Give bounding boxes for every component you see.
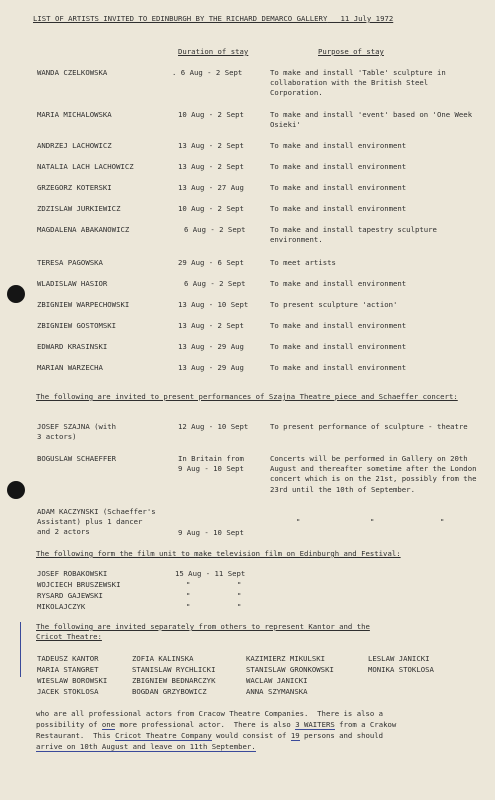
artist-name: MARIAN WARZECHA bbox=[37, 363, 103, 372]
szajna-purpose: To present performance of sculpture - theatre bbox=[270, 422, 468, 431]
kaczynski-duration: 9 Aug - 10 Sept bbox=[178, 528, 244, 537]
artist-duration: 13 Aug - 29 Aug bbox=[178, 363, 244, 372]
artist-name: ZBIGNIEW WARPECHOWSKI bbox=[37, 300, 130, 309]
film-section-heading: The following form the film unit to make television film on Edinburgh and Festival: bbox=[36, 549, 401, 558]
film-duration: 15 Aug - 11 Sept bbox=[175, 569, 246, 578]
kaczynski-name-line: ADAM KACZYNSKI (Schaeffer's bbox=[37, 507, 156, 516]
artist-duration: 10 Aug - 2 Sept bbox=[178, 110, 244, 119]
kantor-member: STANISLAW GRONKOWSKI bbox=[246, 665, 334, 674]
closing-line bbox=[36, 731, 383, 741]
artist-name: WANDA CZELKOWSKA bbox=[37, 68, 108, 77]
underlined-company: Cricot Theatre Company bbox=[115, 731, 212, 740]
kantor-heading-line1: The following are invited separately from others to represent Kantor and the bbox=[36, 622, 370, 631]
closing-line bbox=[36, 720, 396, 730]
closing-text: would consist of bbox=[211, 731, 291, 740]
artist-duration: 13 Aug - 29 Aug bbox=[178, 342, 244, 351]
schaeffer-duration bbox=[178, 454, 244, 474]
kantor-member: KAZIMIERZ MIKULSKI bbox=[246, 654, 326, 663]
film-member: WOJCIECH BRUSZEWSKI bbox=[37, 580, 121, 589]
artist-name: TERESA PAGOWSKA bbox=[37, 258, 103, 267]
header-title: LIST OF ARTISTS INVITED TO EDINBURGH BY THE RICHARD DEMARCO GALLERY bbox=[33, 14, 328, 23]
szajna-name-line: JOSEF SZAJNA (with bbox=[37, 422, 117, 431]
closing-line bbox=[36, 742, 256, 752]
artist-duration: 13 Aug - 2 Sept bbox=[178, 141, 244, 150]
film-member: JOSEF ROBAKOWSKI bbox=[37, 569, 108, 578]
punch-hole bbox=[7, 285, 25, 303]
closing-text: Restaurant. This bbox=[36, 731, 116, 740]
kantor-member: MARIA STANGRET bbox=[37, 665, 99, 674]
underlined-one: one bbox=[101, 720, 116, 729]
underlined-count: 19 bbox=[290, 731, 300, 740]
artist-name: ZDZISLAW JURKIEWICZ bbox=[37, 204, 121, 213]
artist-duration: 13 Aug - 2 Sept bbox=[178, 321, 244, 330]
artist-name: WLADISLAW HASIOR bbox=[37, 279, 108, 288]
artist-purpose: To make and install environment bbox=[270, 183, 407, 192]
ditto-mark: " bbox=[237, 591, 242, 600]
artist-name: EDWARD KRASINSKI bbox=[37, 342, 108, 351]
kantor-member: WIESLAW BOROWSKI bbox=[37, 676, 108, 685]
film-member: RYSARD GAJEWSKI bbox=[37, 591, 103, 600]
ditto-mark: " bbox=[237, 580, 242, 589]
artist-duration: 13 Aug - 2 Sept bbox=[178, 162, 244, 171]
closing-text: more professional actor. There is also bbox=[115, 720, 296, 729]
artist-purpose: To make and install environment bbox=[270, 342, 407, 351]
artist-duration: . 6 Aug - 2 Sept bbox=[172, 68, 243, 77]
artist-duration: 13 Aug - 27 Aug bbox=[178, 183, 244, 192]
artist-duration: 6 Aug - 2 Sept bbox=[184, 279, 246, 288]
ditto-mark: " bbox=[440, 517, 445, 526]
kantor-member: WACLAW JANICKI bbox=[246, 676, 308, 685]
artist-name: GRZEGORZ KOTERSKI bbox=[37, 183, 112, 192]
duration-column-heading: Duration of stay bbox=[178, 47, 249, 56]
artist-duration: 29 Aug - 6 Sept bbox=[178, 258, 244, 267]
closing-text: from a Crakow bbox=[334, 720, 397, 729]
artist-duration: 10 Aug - 2 Sept bbox=[178, 204, 244, 213]
ditto-mark: " bbox=[370, 517, 375, 526]
artist-name: MAGDALENA ABAKANOWICZ bbox=[37, 225, 130, 234]
artist-purpose: To make and install tapestry sculpture environment. bbox=[270, 225, 437, 245]
theatre-section-heading: The following are invited to present performances of Szajna Theatre piece and Schaeffer concert: bbox=[36, 392, 458, 401]
artist-duration: 13 Aug - 10 Sept bbox=[178, 300, 249, 309]
kantor-member: LESLAW JANICKI bbox=[368, 654, 430, 663]
ditto-mark: " bbox=[296, 517, 301, 526]
artist-purpose: To make and install 'Table' sculpture in collaboration with the British Steel Corporation. bbox=[270, 68, 446, 98]
underlined-waiters: 3 WAITERS bbox=[295, 720, 335, 729]
szajna-name-line: 3 actors) bbox=[37, 432, 77, 442]
artist-purpose: To meet artists bbox=[270, 258, 336, 267]
ditto-mark: " bbox=[186, 580, 191, 589]
purpose-column-heading: Purpose of stay bbox=[318, 47, 384, 56]
schaeffer-duration-line: In Britain from bbox=[178, 454, 244, 463]
ditto-mark: " bbox=[186, 602, 191, 611]
artist-purpose: To make and install environment bbox=[270, 279, 407, 288]
kantor-member: MONIKA STOKLOSA bbox=[368, 665, 434, 674]
ditto-mark: " bbox=[186, 591, 191, 600]
schaeffer-duration-line: 9 Aug - 10 Sept bbox=[178, 464, 244, 474]
kaczynski-name-line: Assistant) plus 1 dancer bbox=[37, 517, 143, 527]
artist-name: ANDRZEJ LACHOWICZ bbox=[37, 141, 112, 150]
kantor-member: ZBIGNIEW BEDNARCZYK bbox=[132, 676, 216, 685]
artist-name: MARIA MICHALOWSKA bbox=[37, 110, 112, 119]
kantor-member: ANNA SZYMANSKA bbox=[246, 687, 308, 696]
kantor-member: ZOFIA KALINSKA bbox=[132, 654, 194, 663]
closing-dates: arrive on 10th August and leave on 11th September. bbox=[36, 742, 256, 751]
header-date: 11 July 1972 bbox=[340, 14, 394, 23]
punch-hole bbox=[7, 481, 25, 499]
artist-duration: 6 Aug - 2 Sept bbox=[184, 225, 246, 234]
artist-name: NATALIA LACH LACHOWICZ bbox=[37, 162, 134, 171]
kantor-member: BOGDAN GRZYBOWICZ bbox=[132, 687, 207, 696]
kantor-heading-line2: Cricot Theatre: bbox=[36, 632, 102, 641]
artist-purpose: To make and install environment bbox=[270, 141, 407, 150]
closing-text: persons and should bbox=[299, 731, 384, 740]
ditto-mark: " bbox=[237, 602, 242, 611]
kaczynski-name-line: and 2 actors bbox=[37, 527, 90, 537]
kantor-member: JACEK STOKLOSA bbox=[37, 687, 99, 696]
kantor-member: TADEUSZ KANTOR bbox=[37, 654, 99, 663]
artist-purpose: To make and install environment bbox=[270, 204, 407, 213]
artist-purpose: To make and install environment bbox=[270, 363, 407, 372]
artist-purpose: To make and install 'event' based on 'One Week Osieki' bbox=[270, 110, 473, 130]
margin-pen-mark bbox=[20, 622, 21, 677]
szajna-name bbox=[37, 422, 116, 442]
szajna-duration: 12 Aug - 10 Sept bbox=[178, 422, 249, 431]
closing-text: possibility of bbox=[36, 720, 102, 729]
closing-line: who are all professional actors from Cracow Theatre Companies. There is also a bbox=[36, 709, 384, 718]
document-header bbox=[33, 14, 393, 24]
schaeffer-name: BOGUSLAW SCHAEFFER bbox=[37, 454, 117, 463]
artist-name: ZBIGNIEW GOSTOMSKI bbox=[37, 321, 117, 330]
artist-purpose: To make and install environment bbox=[270, 321, 407, 330]
artist-purpose: To make and install environment bbox=[270, 162, 407, 171]
kantor-member: STANISLAW RYCHLICKI bbox=[132, 665, 216, 674]
schaeffer-purpose: Concerts will be performed in Gallery on 20th August and thereafter sometime after the London concert which is on the 21st, possibly from the 23rd until the 10th of September. bbox=[270, 454, 477, 494]
kaczynski-name bbox=[37, 507, 156, 538]
film-member: MIKOLAJCZYK bbox=[37, 602, 86, 611]
artist-purpose: To present sculpture 'action' bbox=[270, 300, 398, 309]
